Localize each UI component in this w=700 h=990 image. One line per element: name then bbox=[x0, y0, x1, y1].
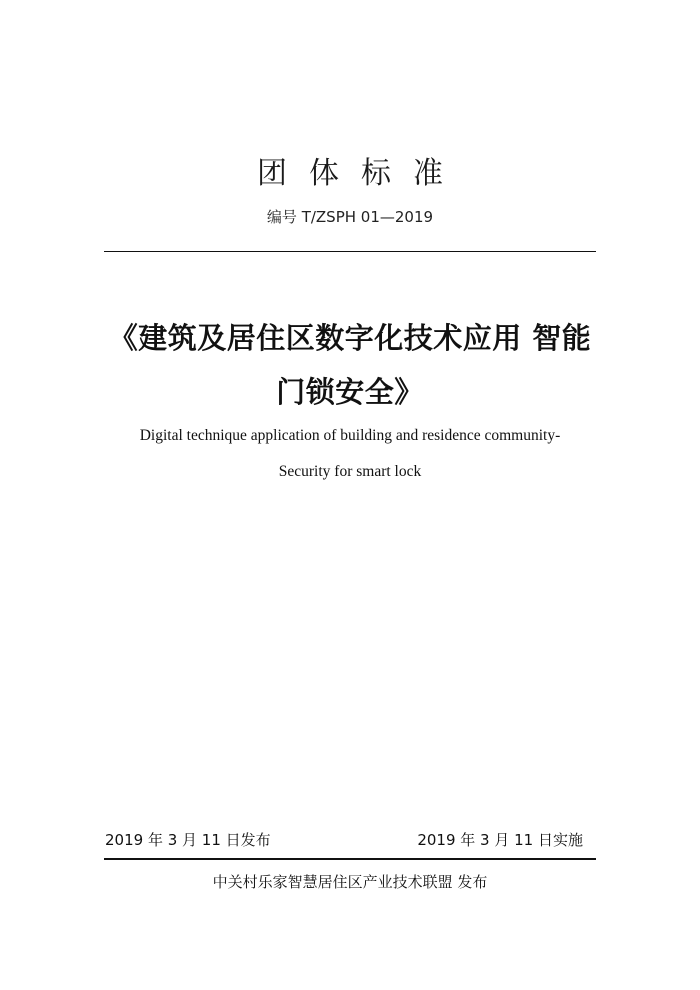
document-type-heading: 团体标准 bbox=[257, 156, 465, 191]
english-title-line-1: Digital technique application of building and residence community- bbox=[139, 427, 561, 444]
issue-date: 2019 年 3 月 11 日发布 bbox=[105, 831, 271, 849]
chinese-title-line-2: 门锁安全》 bbox=[276, 375, 424, 409]
bottom-divider bbox=[104, 858, 596, 860]
document-number: 编号 T/ZSPH 01—2019 bbox=[266, 208, 434, 226]
chinese-title-line-1: 《建筑及居住区数字化技术应用 智能 bbox=[108, 321, 592, 355]
english-title-line-2: Security for smart lock bbox=[278, 463, 422, 480]
implementation-date: 2019 年 3 月 11 日实施 bbox=[417, 831, 583, 849]
top-divider bbox=[104, 251, 596, 252]
publisher: 中关村乐家智慧居住区产业技术联盟 发布 bbox=[212, 873, 488, 891]
